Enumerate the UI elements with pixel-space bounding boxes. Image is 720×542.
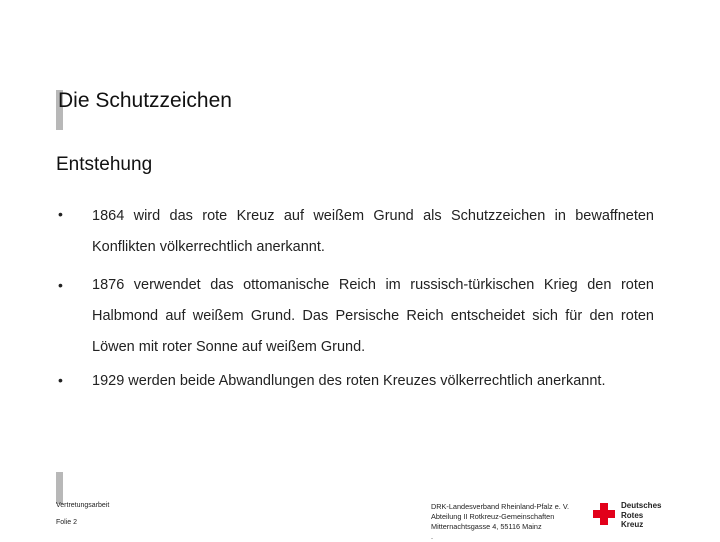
bullet-marker: • — [58, 372, 63, 388]
organization-address — [431, 502, 601, 542]
slide-subtitle: Entstehung — [56, 154, 153, 175]
logo-line: Kreuz — [621, 520, 644, 529]
address-line: . — [431, 532, 434, 541]
page-number: Folie 2 — [56, 519, 78, 526]
bullet-marker: • — [58, 206, 63, 222]
address-line: DRK-Landesverband Rheinland-Pfalz e. V. — [431, 502, 570, 511]
slide-title: Die Schutzzeichen — [58, 89, 232, 112]
logo-line: Deutsches — [621, 501, 662, 510]
footer-accent-bar — [56, 472, 63, 504]
footer-label: Vertretungsarbeit — [56, 502, 110, 509]
bullet-text: 1929 werden beide Abwandlungen des roten Kreuzes völkerrechtlich anerkannt. — [92, 373, 606, 389]
bullet-marker: • — [58, 277, 63, 293]
bullet-text: 1876 verwendet das ottomanische Reich im russisch-türkischen Krieg den roten Halbmond auf weißem Grund. Das Persische Reich entscheidet sich für den roten Löwen mit roter Sonne auf weißem Grund. — [92, 277, 654, 355]
logo-line: Rotes — [621, 510, 644, 520]
red-cross-logo-icon — [593, 503, 615, 525]
logo-wordmark — [621, 501, 661, 530]
address-line: Mitternachtsgasse 4, 55116 Mainz — [431, 522, 542, 531]
bullet-text: 1864 wird das rote Kreuz auf weißem Grund als Schutzzeichen in bewaffneten Konflikten völkerrechtlich anerkannt. — [92, 208, 654, 255]
address-line: Abteilung II Rotkreuz-Gemeinschaften — [431, 512, 555, 521]
